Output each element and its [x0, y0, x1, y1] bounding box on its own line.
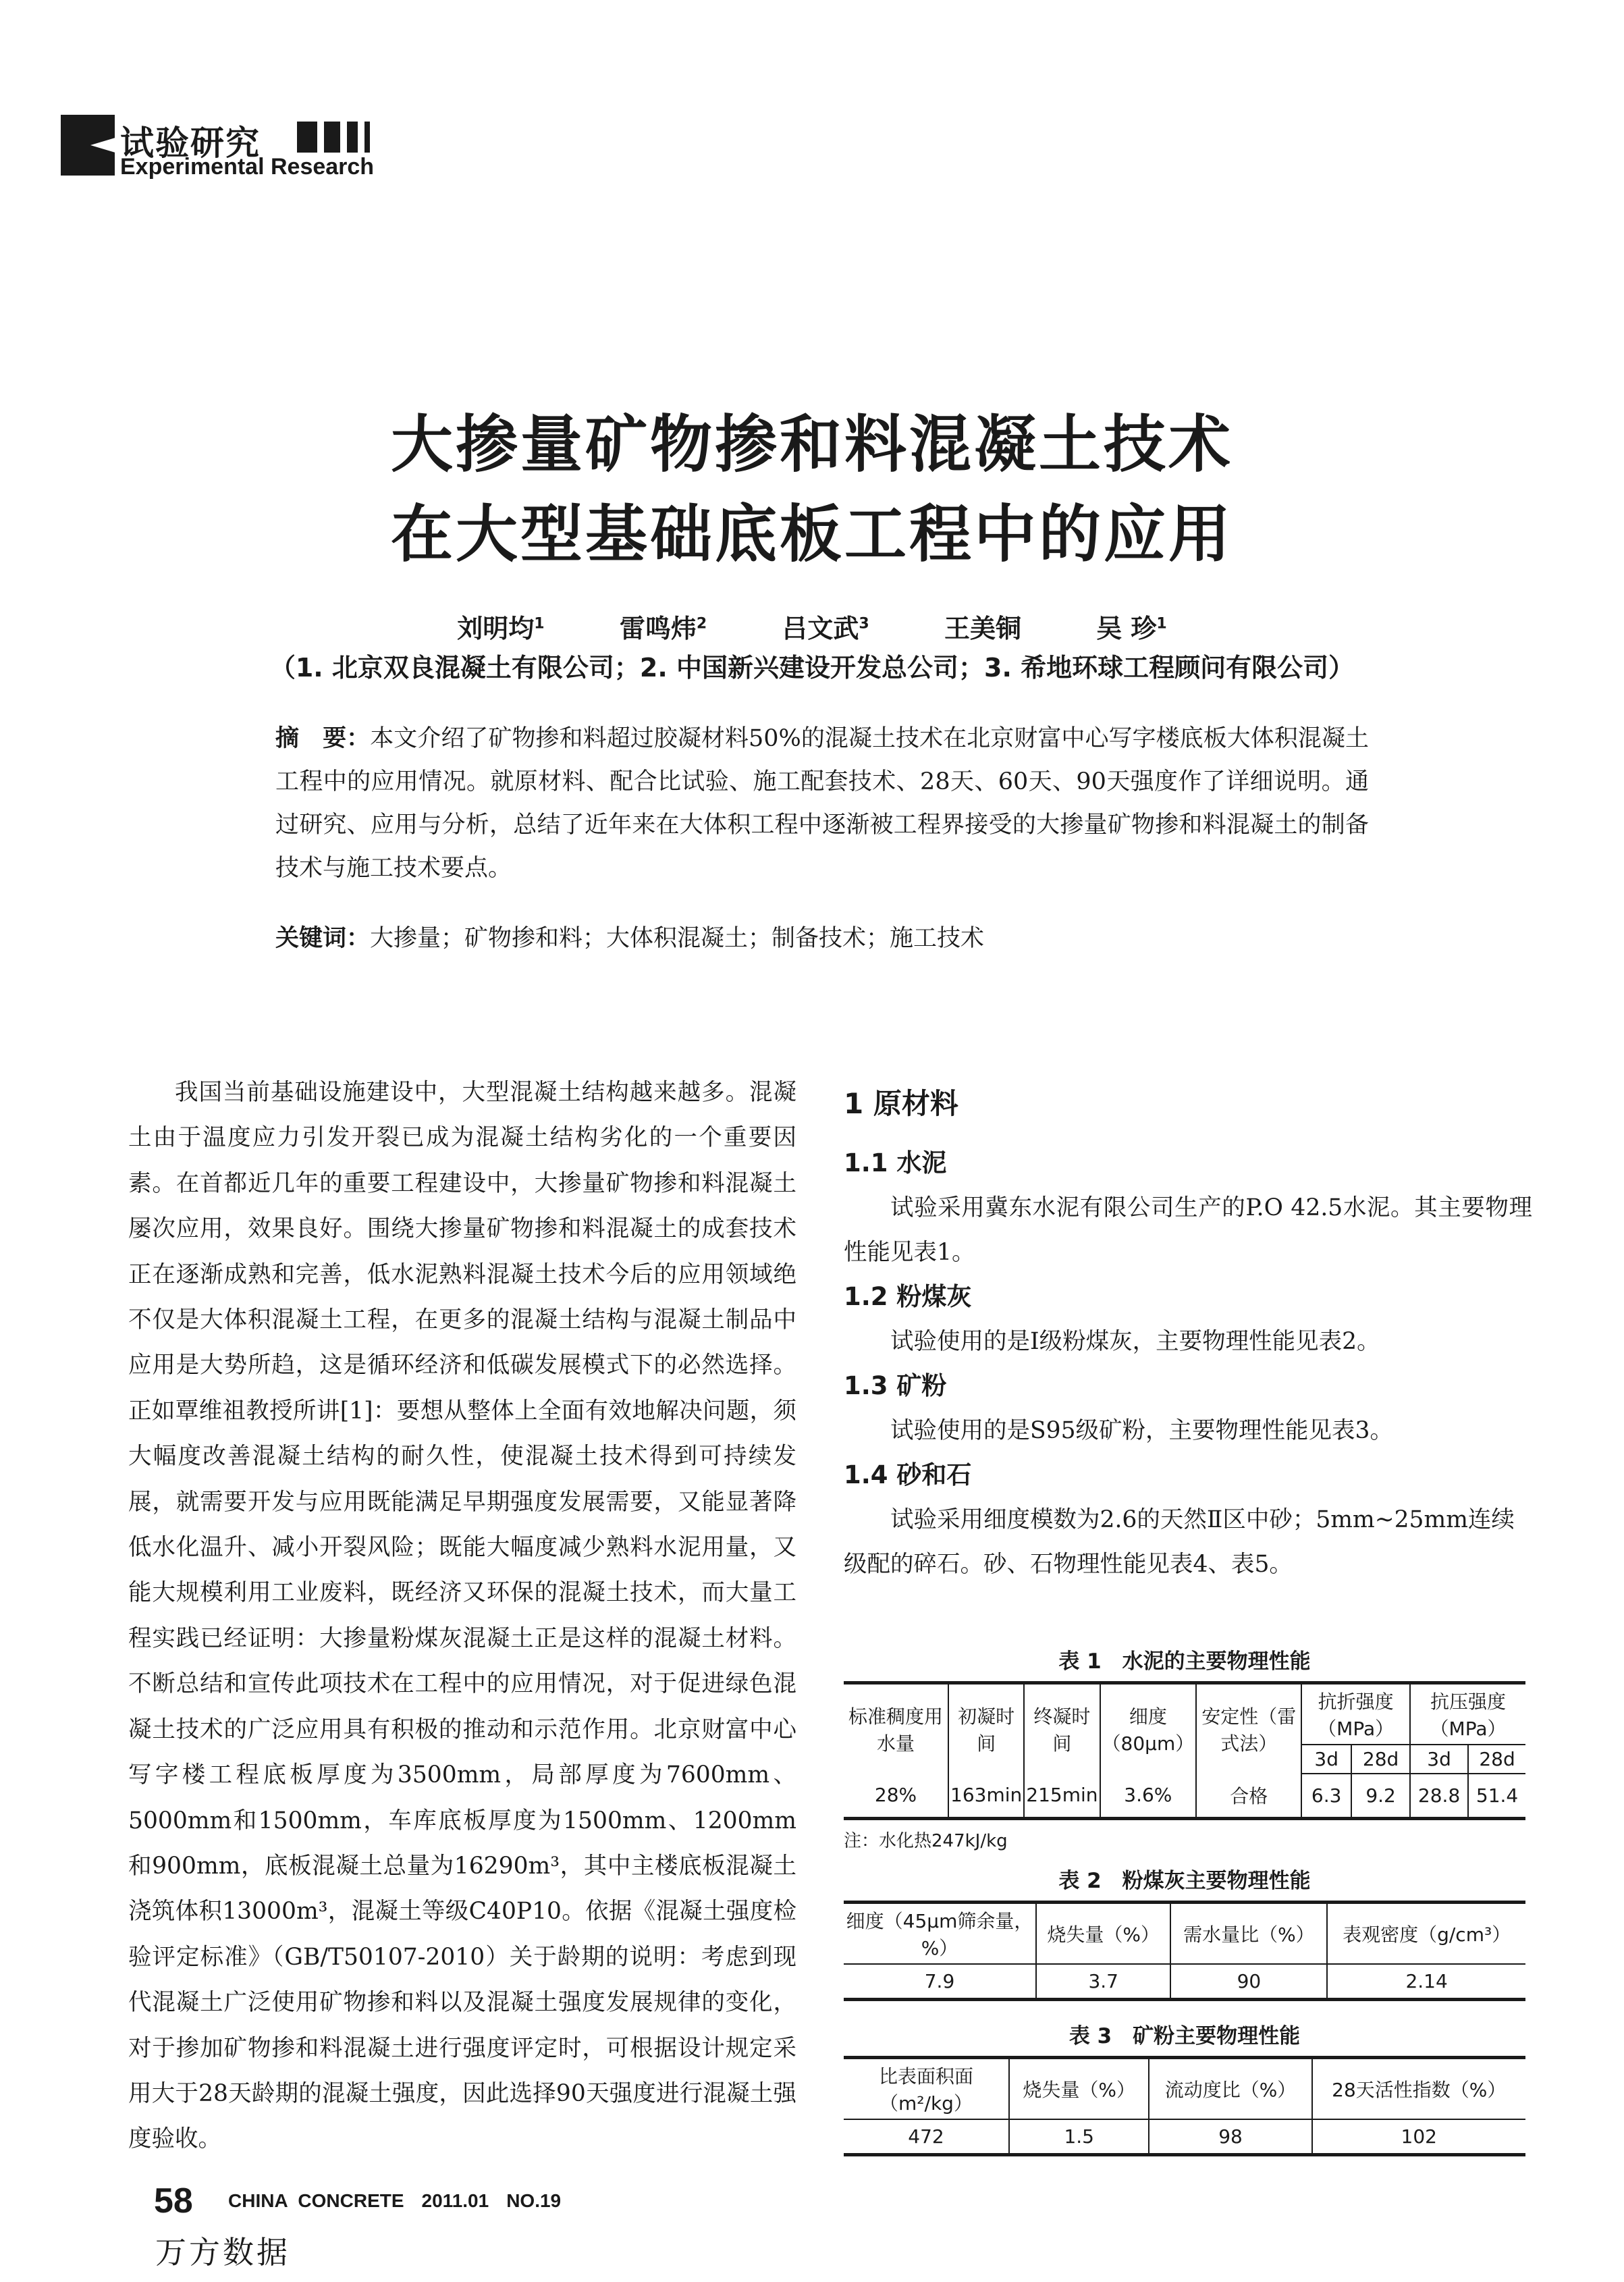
table3-block — [844, 2019, 1525, 2156]
table-cell: 472 — [844, 2119, 1009, 2154]
subsection-heading: 1.1 水泥 — [844, 1148, 947, 1177]
table-header: 表观密度（g/cm³） — [1327, 1903, 1525, 1965]
table-header: 细度（80μm） — [1100, 1683, 1197, 1774]
table-header: 安定性（雷式法） — [1196, 1683, 1301, 1774]
table-cell: 163min — [948, 1774, 1024, 1818]
table-header: 3d — [1410, 1745, 1468, 1774]
table-header: 终凝时间 — [1024, 1683, 1100, 1774]
table3-caption: 表 3 矿粉主要物理性能 — [1068, 2024, 1301, 2048]
body-paragraph-line: 级配的碎石。砂、石物理性能见表4、表5。 — [844, 1551, 1293, 1578]
keywords-label: 关键词： — [275, 925, 371, 952]
table-header: 28d — [1468, 1745, 1525, 1774]
table-cell: 7.9 — [844, 1964, 1036, 1999]
abstract-label: 摘 要： — [275, 725, 371, 752]
table-cell: 3.7 — [1036, 1964, 1170, 1999]
table-header: 28d — [1351, 1745, 1410, 1774]
table-header: 细度（45μm筛余量，%） — [844, 1903, 1036, 1965]
table-cell: 1.5 — [1009, 2119, 1149, 2154]
table3 — [844, 2056, 1525, 2156]
table-cell: 215min — [1024, 1774, 1100, 1818]
journal-number: NO.19 — [506, 2190, 562, 2211]
author: 雷鸣炜$^2$ — [619, 614, 707, 643]
section-title-cn: 试验研究 — [120, 124, 261, 163]
author: 吴 珍$^1$ — [1096, 614, 1167, 643]
table-header: 需水量比（%） — [1170, 1903, 1327, 1965]
table2 — [844, 1901, 1525, 2001]
body-paragraph-line: 试验采用细度模数为2.6的天然Ⅱ区中砂；5mm~25mm连续 — [890, 1506, 1515, 1533]
table-header: 烧失量（%） — [1036, 1903, 1170, 1965]
body-paragraph: 试验采用冀东水泥有限公司生产的P.O 42.5水泥。其主要物理性能见表1。 — [844, 1194, 1532, 1266]
author: 吕文武$^3$ — [782, 614, 869, 643]
table-header: 初凝时间 — [948, 1683, 1024, 1774]
abstract-text: 本文介绍了矿物掺和料超过胶凝材料50%的混凝土技术在北京财富中心写字楼底板大体积混凝土工程中的应用情况。就原材料、配合比试验、施工配套技术、28天、60天、90天强度作了详细说明。通过研究、应用与分析，总结了近年来在大体积工程中逐渐被工程界接受的大掺量矿物掺和料混凝土的制备技术与施工技术要点。 — [275, 725, 1369, 882]
table-cell: 6.3 — [1301, 1774, 1351, 1818]
table-header: 比表面积面（m²/kg） — [844, 2058, 1009, 2120]
table-header: 3d — [1301, 1745, 1351, 1774]
body-right-column — [844, 1067, 1532, 1587]
subsection-heading: 1.3 矿粉 — [844, 1371, 947, 1400]
table-header: 标准稠度用水量 — [844, 1683, 948, 1774]
section-heading: 1 原材料 — [844, 1087, 958, 1120]
table2-block — [844, 1863, 1525, 2001]
section-bars-decoration — [297, 122, 370, 153]
table-cell: 90 — [1170, 1964, 1327, 1999]
table-row — [844, 1774, 1525, 1818]
table-cell: 2.14 — [1327, 1964, 1525, 1999]
table-header: 抗压强度（MPa） — [1410, 1683, 1525, 1745]
table-cell: 合格 — [1196, 1774, 1301, 1818]
table-cell: 28.8 — [1410, 1774, 1468, 1818]
table-cell: 9.2 — [1351, 1774, 1410, 1818]
table-row — [844, 1964, 1525, 1999]
table-cell: 28% — [844, 1774, 948, 1818]
watermark: 万方数据 — [155, 2234, 290, 2271]
subsection-heading: 1.2 粉煤灰 — [844, 1282, 972, 1311]
table-cell: 3.6% — [1100, 1774, 1197, 1818]
page-number: 58 — [154, 2181, 193, 2221]
table-cell: 51.4 — [1468, 1774, 1525, 1818]
table-cell: 102 — [1312, 2119, 1525, 2154]
section-title-en: Experimental Research — [120, 154, 375, 180]
author: 刘明均$^1$ — [457, 614, 545, 643]
table1-caption: 表 1 水泥的主要物理性能 — [1058, 1649, 1311, 1674]
journal-name: CHINA CONCRETE — [228, 2190, 404, 2211]
author: 王美铜 — [944, 614, 1021, 643]
table2-caption: 表 2 粉煤灰主要物理性能 — [1058, 1869, 1311, 1893]
body-paragraph: 试验使用的是S95级矿粉，主要物理性能见表3。 — [890, 1417, 1393, 1444]
table-header: 烧失量（%） — [1009, 2058, 1149, 2120]
table-header: 流动度比（%） — [1149, 2058, 1311, 2120]
keywords — [275, 920, 984, 953]
table-cell: 98 — [1149, 2119, 1311, 2154]
table-header: 抗折强度（MPa） — [1301, 1683, 1410, 1745]
table1-block — [844, 1644, 1525, 1852]
table1-note: 注：水化热247kJ/kg — [844, 1830, 1008, 1851]
article-title-line2: 在大型基础底板工程中的应用 — [390, 498, 1233, 570]
abstract — [275, 717, 1369, 890]
table-row — [844, 2119, 1525, 2154]
journal-info — [228, 2190, 578, 2212]
subsection-heading: 1.4 砂和石 — [844, 1460, 972, 1489]
body-left-column — [128, 1070, 796, 2162]
body-paragraph: 试验使用的是Ⅰ级粉煤灰，主要物理性能见表2。 — [890, 1328, 1380, 1355]
table-header: 28天活性指数（%） — [1312, 2058, 1525, 2120]
keywords-text: 大掺量；矿物掺和料；大体积混凝土；制备技术；施工技术 — [370, 925, 985, 952]
section-logo-mark — [61, 115, 115, 176]
author-list — [0, 608, 1624, 645]
journal-issue: 2011.01 — [421, 2190, 489, 2211]
table1 — [844, 1681, 1525, 1820]
body-paragraph: 我国当前基础设施建设中，大型混凝土结构越来越多。混凝土由于温度应力引发开裂已成为混凝土结构劣化的一个重要因素。在首都近几年的重要工程建设中，大掺量矿物掺和料混凝土屡次应用，效果良好。围绕大掺量矿物掺和料混凝土的成套技术正在逐渐成熟和完善，低水泥熟料混凝土技术今后的应用领域绝不仅是大体积混凝土工程，在更多的混凝土结构与混凝土制品中应用是大势所趋，这是循环经济和低碳发展模式下的必然选择。正如覃维祖教授所讲[1]：要想从整体上全面有效地解决问题，须大幅度改善混凝土结构的耐久性，使混凝土技术得到可持续发展，就需要开发与应用既能满足早期强度发展需要，又能显著降低水化温升、减小开裂风险；既能大幅度减少熟料水泥用量，又能大规模利用工业废料，既经济又环保的混凝土技术，而大量工程实践已经证明：大掺量粉煤灰混凝土正是这样的混凝土材料。不断总结和宣传此项技术在工程中的应用情况，对于促进绿色混凝土技术的广泛应用具有积极的推动和示范作用。北京财富中心写字楼工程底板厚度为3500mm，局部厚度为7600mm、5000mm和1500mm，车库底板厚度为1500mm、1200mm和900mm，底板混凝土总量为16290m³，其中主楼底板混凝土浇筑体积13000m³，混凝土等级C40P10。依据《混凝土强度检验评定标准》（GB/T50107-2010）关于龄期的说明：考虑到现代混凝土广泛使用矿物掺和料以及混凝土强度发展规律的变化，对于掺加矿物掺和料混凝土进行强度评定时，可根据设计规定采用大于28天龄期的混凝土强度，因此选择90天强度进行混凝土强度验收。 — [128, 1079, 796, 2153]
article-title-line1: 大掺量矿物掺和料混凝土技术 — [390, 408, 1233, 481]
affiliations: （1. 北京双良混凝土有限公司；2. 中国新兴建设开发总公司；3. 希地环球工程顾问有限公司） — [269, 653, 1355, 683]
